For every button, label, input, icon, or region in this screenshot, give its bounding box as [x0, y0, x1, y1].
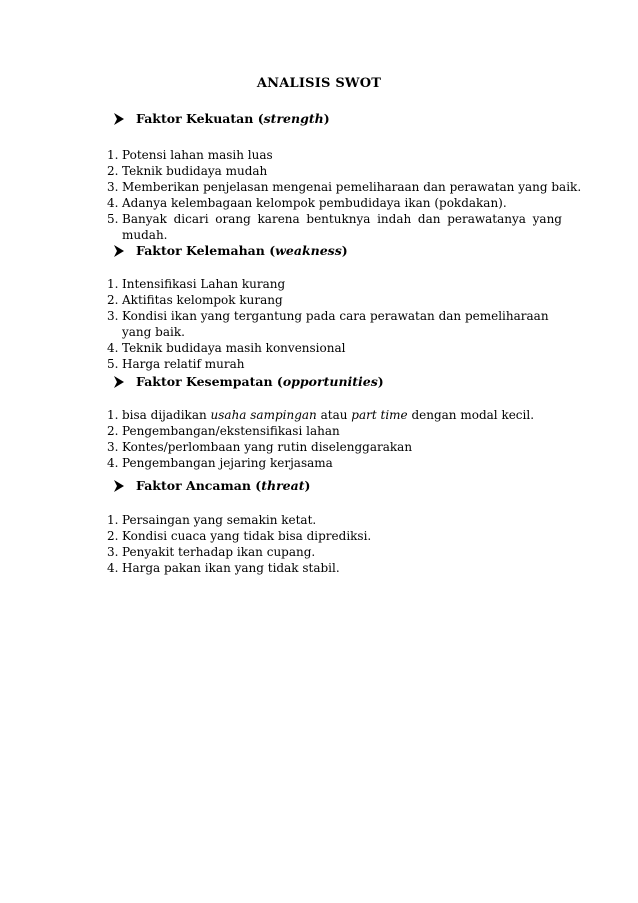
arrow-bullet-icon [114, 480, 124, 492]
section-heading-text: Faktor Kekuatan (strength) [136, 111, 330, 126]
list-item: 4. Teknik budidaya masih konvensional [107, 341, 346, 355]
list-item: 1. Potensi lahan masih luas [107, 148, 273, 162]
list-item: 3. Kondisi ikan yang tergantung pada cara perawatan dan pemeliharaan yang baik. [107, 309, 549, 339]
list-item: 4. Pengembangan jejaring kerjasama [107, 456, 333, 470]
threat-list [0, 512, 638, 576]
section-opportunities [0, 374, 638, 471]
list-item: 1. Persaingan yang semakin ketat. [107, 513, 317, 527]
section-heading-text: Faktor Kesempatan (opportunities) [136, 374, 384, 389]
arrow-bullet-icon [114, 245, 124, 257]
list-item: 3. Penyakit terhadap ikan cupang. [107, 545, 316, 559]
section-strength [0, 111, 638, 243]
list-item: 4. Harga pakan ikan yang tidak stabil. [107, 561, 340, 575]
list-item: 2. Kondisi cuaca yang tidak bisa diprediksi. [107, 529, 372, 543]
list-item: 2. Teknik budidaya mudah [107, 164, 268, 178]
list-item: 1. bisa dijadikan usaha sampingan atau part time dengan modal kecil. [107, 408, 535, 422]
section-weakness [0, 243, 638, 372]
heading-term: threat [261, 478, 305, 493]
list-item: 3. Kontes/perlombaan yang rutin diselenggarakan [107, 440, 413, 454]
weakness-list [0, 276, 638, 372]
strength-list [0, 147, 638, 243]
list-item: 5. Harga relatif murah [107, 357, 245, 371]
page-title: ANALISIS SWOT [256, 76, 382, 91]
section-heading [0, 243, 638, 261]
section-heading [0, 478, 638, 496]
list-item: 4. Adanya kelembagaan kelompok pembudidaya ikan (pokdakan). [107, 196, 507, 210]
list-item: 2. Pengembangan/ekstensifikasi lahan [107, 424, 340, 438]
section-heading-text: Faktor Ancaman (threat) [136, 478, 311, 493]
list-item: 1. Intensifikasi Lahan kurang [107, 277, 286, 291]
list-item: 5. Banyak dicari orang karena bentuknya indah dan perawatanya yang mudah. [107, 212, 562, 242]
section-heading-text: Faktor Kelemahan (weakness) [136, 243, 348, 258]
section-threat [0, 478, 638, 576]
list-item: 2. Aktifitas kelompok kurang [107, 293, 283, 307]
heading-term: opportunities [282, 374, 378, 389]
section-heading [0, 374, 638, 392]
opportunities-list [0, 407, 638, 471]
arrow-bullet-icon [114, 376, 124, 388]
heading-term: strength [263, 111, 324, 126]
section-heading [0, 111, 638, 129]
arrow-bullet-icon [114, 113, 124, 125]
list-item: 3. Memberikan penjelasan mengenai pemeliharaan dan perawatan yang baik. [107, 180, 582, 194]
heading-term: weakness [275, 243, 342, 258]
